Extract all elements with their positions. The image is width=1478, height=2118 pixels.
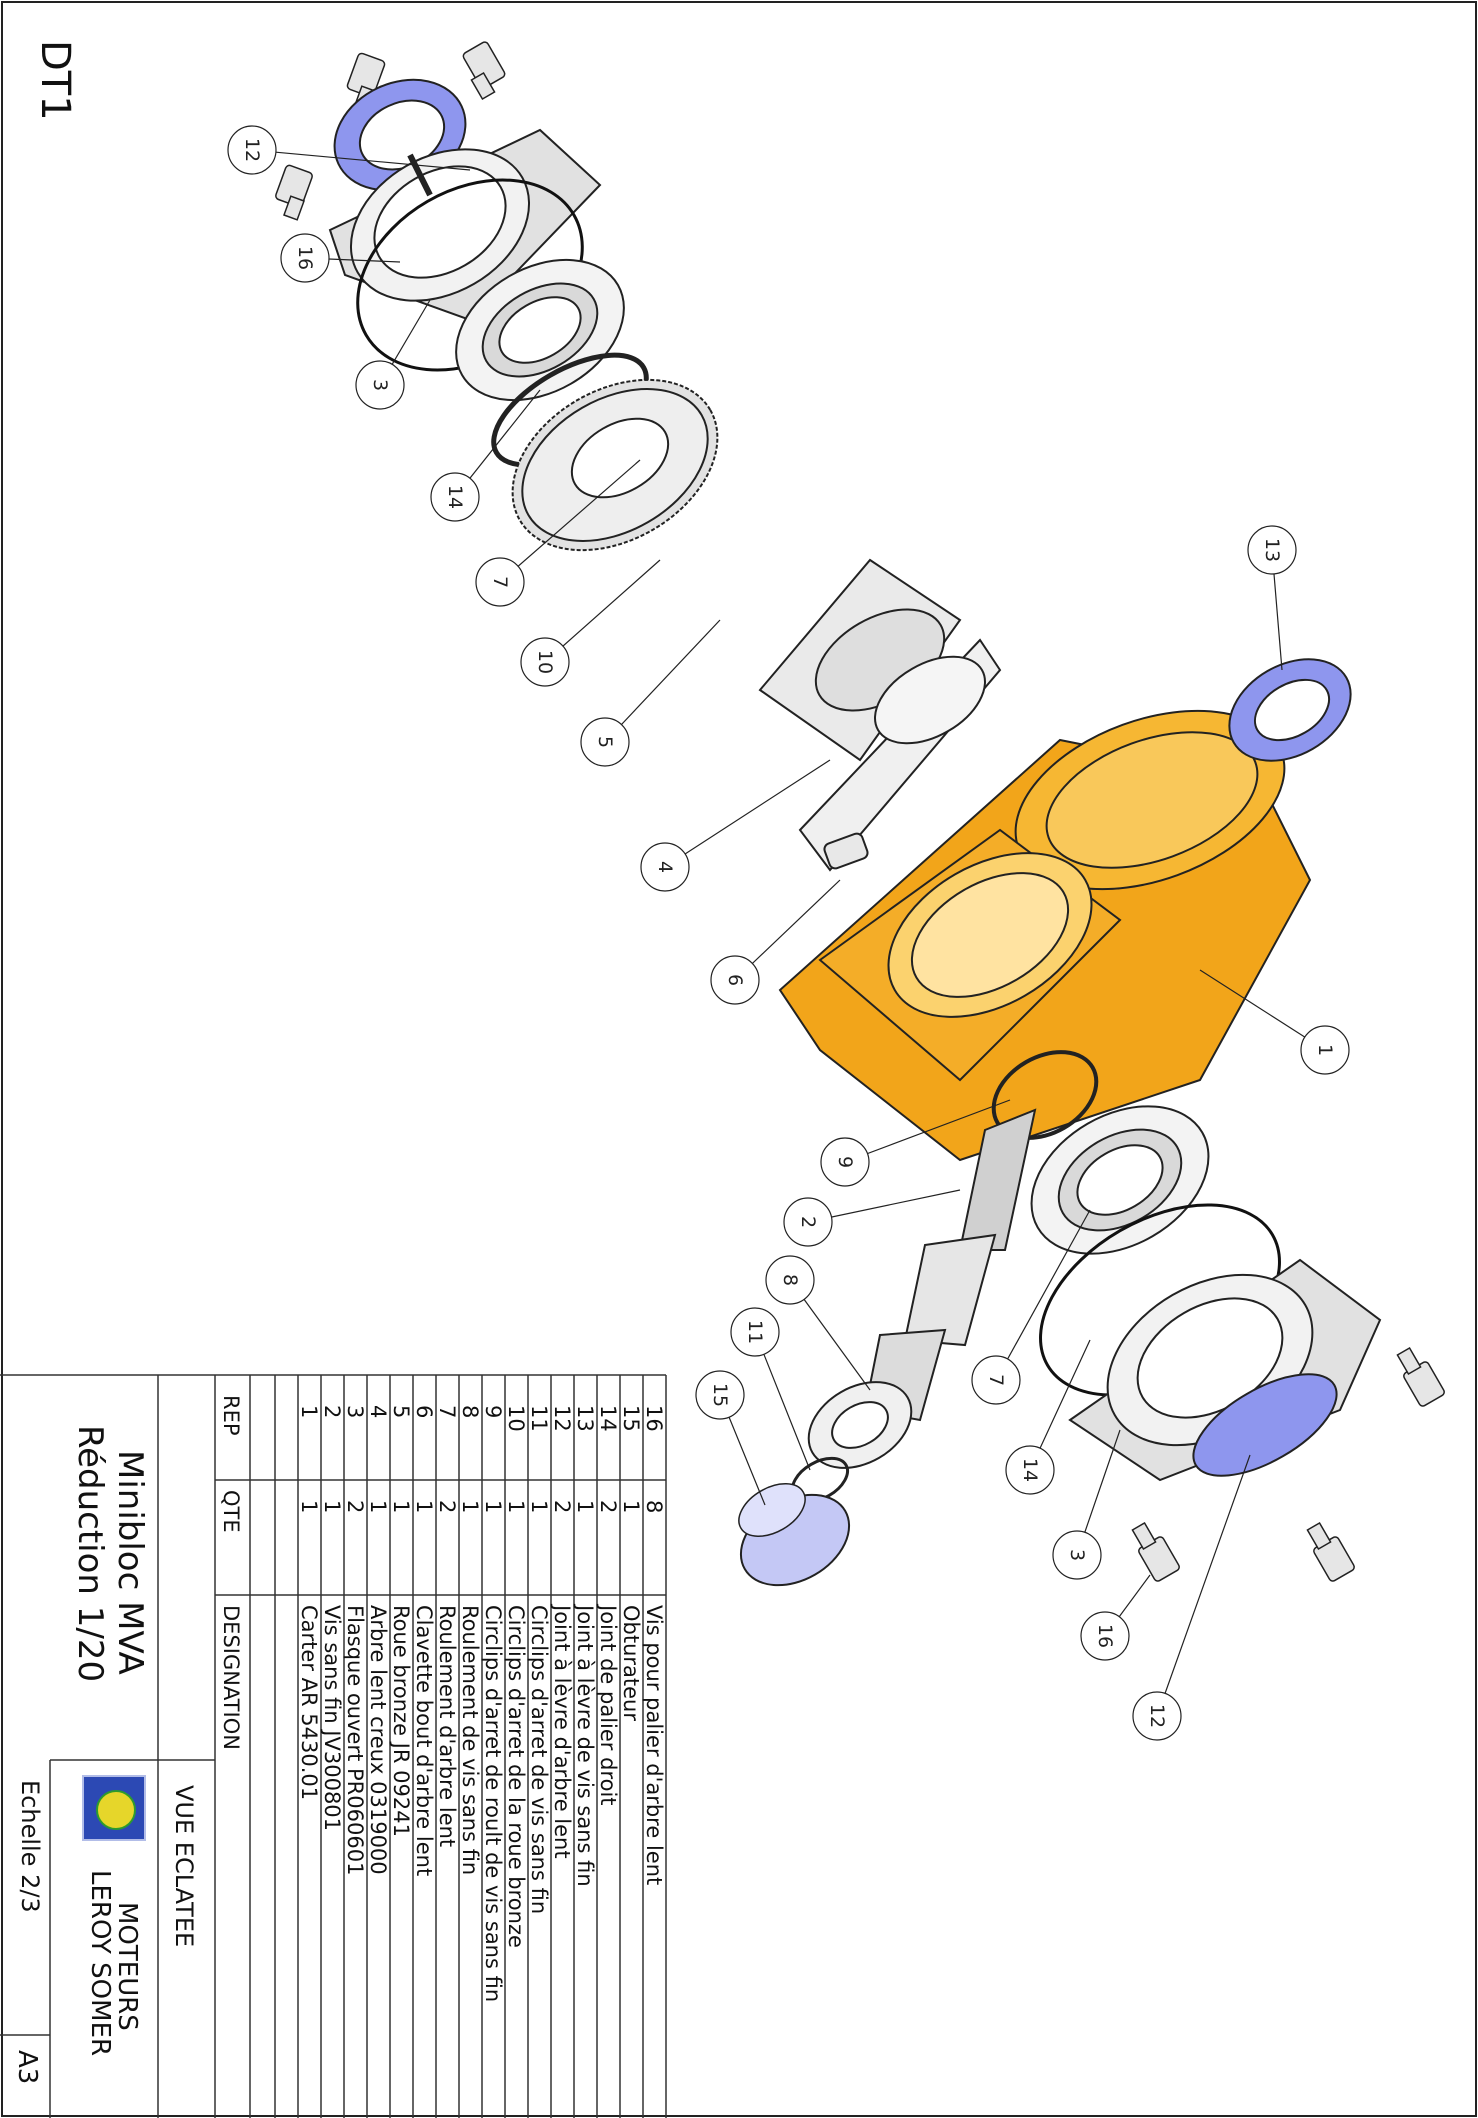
bom-row-designation: Circlips d'arret de vis sans fin <box>527 1605 551 1915</box>
bom-row-qte: 1 <box>320 1500 344 1514</box>
balloon-label: 2 <box>797 1215 819 1229</box>
screw-part-16-bottom-b <box>1132 1523 1180 1582</box>
bom-row-qte: 2 <box>550 1500 574 1514</box>
screw-part-16-bottom-a <box>1397 1348 1445 1407</box>
balloon-label: 14 <box>1019 1457 1041 1483</box>
bom-row-designation: Circlips d'arret de la roue bronze <box>504 1605 528 1948</box>
bom-row-rep: 10 <box>504 1405 528 1432</box>
bom-row-designation: Obturateur <box>619 1605 643 1722</box>
bom-row-rep: 6 <box>412 1405 436 1419</box>
bom-row-qte: 1 <box>573 1500 597 1514</box>
bom-row-designation: Joint de palier droit <box>596 1605 620 1806</box>
bom-row-rep: 1 <box>297 1405 321 1419</box>
bom-row-designation: Joint à lèvre d'arbre lent <box>550 1605 574 1859</box>
balloon-label: 13 <box>1261 537 1283 563</box>
bom-row-rep: 2 <box>320 1405 344 1419</box>
bom-row-qte: 2 <box>343 1500 367 1514</box>
sheet-frame <box>2 2 1476 2116</box>
bom-row-rep: 11 <box>527 1405 551 1432</box>
bom-row-designation: Arbre lent creux 0319000 <box>366 1605 390 1875</box>
balloon-label: 16 <box>1094 1623 1116 1649</box>
balloon-label: 3 <box>1066 1548 1088 1562</box>
company-line-1: MOTEURS <box>112 1902 142 2031</box>
bom-row-qte: 1 <box>619 1500 643 1514</box>
screw-part-16-top-a <box>462 41 506 99</box>
balloon-leader <box>665 760 830 867</box>
bom-row-rep: 13 <box>573 1405 597 1432</box>
balloon-label: 12 <box>241 137 263 163</box>
bom-row-qte: 1 <box>389 1500 413 1514</box>
bom-row-rep: 14 <box>596 1405 620 1432</box>
balloon-label: 11 <box>744 1319 766 1345</box>
screw-part-16-left <box>275 164 314 219</box>
bom-row-rep: 8 <box>458 1405 482 1419</box>
bom-row-designation: Roulement d'arbre lent <box>435 1605 459 1848</box>
balloon-label: 12 <box>1146 1703 1168 1729</box>
bom-row-rep: 12 <box>550 1405 574 1432</box>
bom-row-designation: Joint à lèvre de vis sans fin <box>573 1605 597 1887</box>
bom-row-qte: 1 <box>412 1500 436 1514</box>
balloon-label: 7 <box>985 1373 1007 1387</box>
bom-row-qte: 1 <box>458 1500 482 1514</box>
balloon-label: 5 <box>594 735 616 749</box>
bom-row-qte: 1 <box>366 1500 390 1514</box>
bom-header-rep: REP <box>219 1395 243 1436</box>
balloon-label: 4 <box>654 860 676 874</box>
balloon-label: 3 <box>369 378 391 392</box>
balloon-label: 9 <box>834 1155 856 1169</box>
plug-part-15 <box>725 1473 865 1604</box>
sheet-id: DT1 <box>32 40 78 121</box>
bom-row-qte: 1 <box>527 1500 551 1514</box>
bom-row-qte: 8 <box>642 1500 666 1514</box>
bom-row-designation: Vis pour palier d'arbre lent <box>642 1605 666 1886</box>
format-label: A3 <box>12 2050 42 2085</box>
logo-emblem <box>96 1790 136 1830</box>
company-line-2: LEROY SOMER <box>85 1870 115 2057</box>
bom-row-designation: Carter AR 5430.01 <box>297 1605 321 1801</box>
balloon-leader <box>605 620 720 742</box>
balloon-label: 8 <box>779 1273 801 1287</box>
bom-row-designation: Circlips d'arret de roult de vis sans fin <box>481 1605 505 2003</box>
bom-row-designation: Roulement de vis sans fin <box>458 1605 482 1876</box>
scale-label: Echelle 2/3 <box>16 1780 44 1913</box>
balloon-label: 16 <box>294 245 316 271</box>
bom-row-designation: Flasque ouvert PR060601 <box>343 1605 367 1876</box>
bom-row-rep: 7 <box>435 1405 459 1419</box>
hollow-shaft-part-4 <box>760 560 1000 870</box>
balloon-label: 7 <box>489 575 511 589</box>
bom-row-qte: 2 <box>435 1500 459 1514</box>
bom-row-designation: Roue bronze JR 09241 <box>389 1605 413 1837</box>
bom-row-rep: 16 <box>642 1405 666 1432</box>
bom-row-rep: 3 <box>343 1405 367 1419</box>
bom-row-rep: 5 <box>389 1405 413 1419</box>
balloon-leader <box>1157 1455 1250 1716</box>
balloon-label: 6 <box>724 973 746 987</box>
bom-row-rep: 9 <box>481 1405 505 1419</box>
view-label: VUE ECLATEE <box>170 1785 198 1948</box>
bom-header-designation: DESIGNATION <box>219 1605 243 1750</box>
balloon-label: 1 <box>1314 1043 1336 1057</box>
bom-row-qte: 2 <box>596 1500 620 1514</box>
balloon-label: 15 <box>709 1382 731 1408</box>
balloon-label: 14 <box>444 484 466 510</box>
bom-row-rep: 15 <box>619 1405 643 1432</box>
balloon-label: 10 <box>534 649 556 675</box>
title-line-1: Minibloc MVA <box>110 1450 150 1675</box>
company-logo <box>82 1775 146 1841</box>
bom-header-qte: QTE <box>219 1490 243 1533</box>
bom-row-qte: 1 <box>481 1500 505 1514</box>
bom-row-designation: Clavette bout d'arbre lent <box>412 1605 436 1877</box>
title-line-2: Réduction 1/20 <box>70 1425 110 1683</box>
bom-row-qte: 1 <box>504 1500 528 1514</box>
bom-row-designation: Vis sans fin JV300801 <box>320 1605 344 1832</box>
screw-part-16-bottom-c <box>1307 1523 1355 1582</box>
bom-row-rep: 4 <box>366 1405 390 1419</box>
bom-row-qte: 1 <box>297 1500 321 1514</box>
